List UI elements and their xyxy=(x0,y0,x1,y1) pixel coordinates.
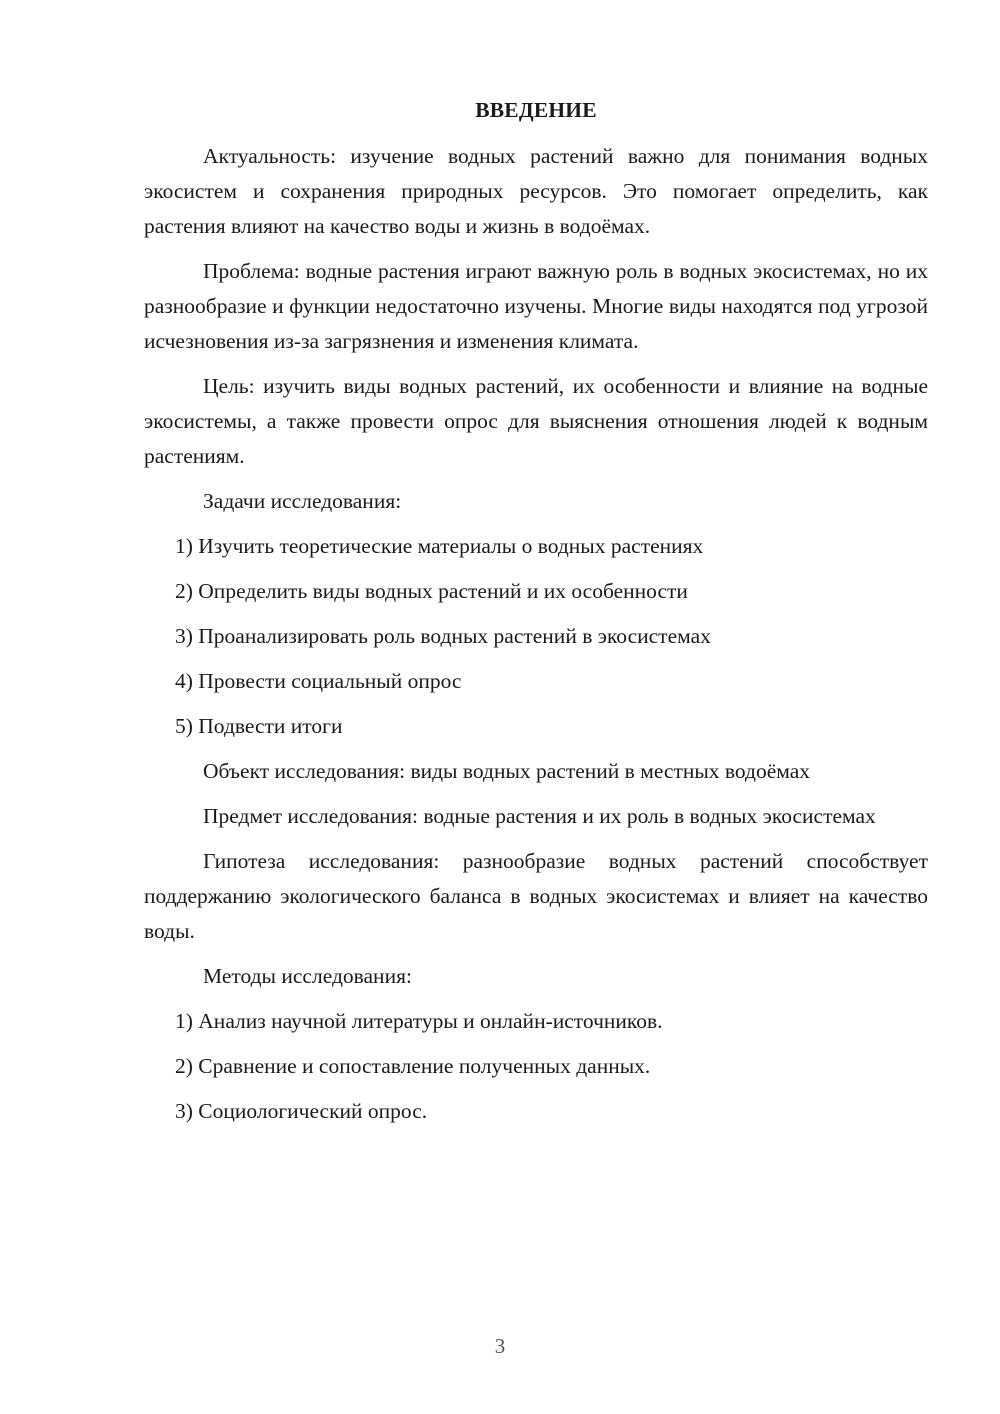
methods-list xyxy=(144,1004,928,1129)
task-item: 1) Изучить теоретические материалы о водных растениях xyxy=(175,534,704,558)
tasks-heading: Задачи исследования: xyxy=(203,489,402,513)
hypothesis-paragraph: Гипотеза исследования: разнообразие водных растений способствует поддержанию экологического баланса в водных экосистемах и влияет на качество воды. xyxy=(144,849,928,943)
section-title: ВВЕДЕНИЕ xyxy=(475,98,597,122)
method-item: 3) Социологический опрос. xyxy=(175,1099,428,1123)
task-item: 2) Определить виды водных растений и их особенности xyxy=(175,579,688,603)
goal-paragraph: Цель: изучить виды водных растений, их особенности и влияние на водные экосистемы, а также провести опрос для выяснения отношения людей к водным растениям. xyxy=(144,374,928,468)
object-paragraph: Объект исследования: виды водных растений в местных водоёмах xyxy=(203,759,811,783)
tasks-list xyxy=(144,529,928,744)
method-item: 1) Анализ научной литературы и онлайн-источников. xyxy=(175,1009,663,1033)
problem-paragraph: Проблема: водные растения играют важную роль в водных экосистемах, но их разнообразие и функции недостаточно изучены. Многие виды находятся под угрозой исчезновения из-за загрязнения и изменения климата. xyxy=(144,259,928,353)
method-item: 2) Сравнение и сопоставление полученных данных. xyxy=(175,1054,651,1078)
page-content xyxy=(144,95,928,1139)
actuality-paragraph: Актуальность: изучение водных растений важно для понимания водных экосистем и сохранения природных ресурсов. Это помогает определить, как растения влияют на качество воды и жизнь в водоёмах. xyxy=(144,144,928,238)
task-item: 4) Провести социальный опрос xyxy=(175,669,462,693)
task-item: 3) Проанализировать роль водных растений в экосистемах xyxy=(175,624,711,648)
page-number: 3 xyxy=(494,1334,506,1358)
methods-heading: Методы исследования: xyxy=(203,964,412,988)
task-item: 5) Подвести итоги xyxy=(175,714,343,738)
subject-paragraph: Предмет исследования: водные растения и их роль в водных экосистемах xyxy=(203,804,876,828)
